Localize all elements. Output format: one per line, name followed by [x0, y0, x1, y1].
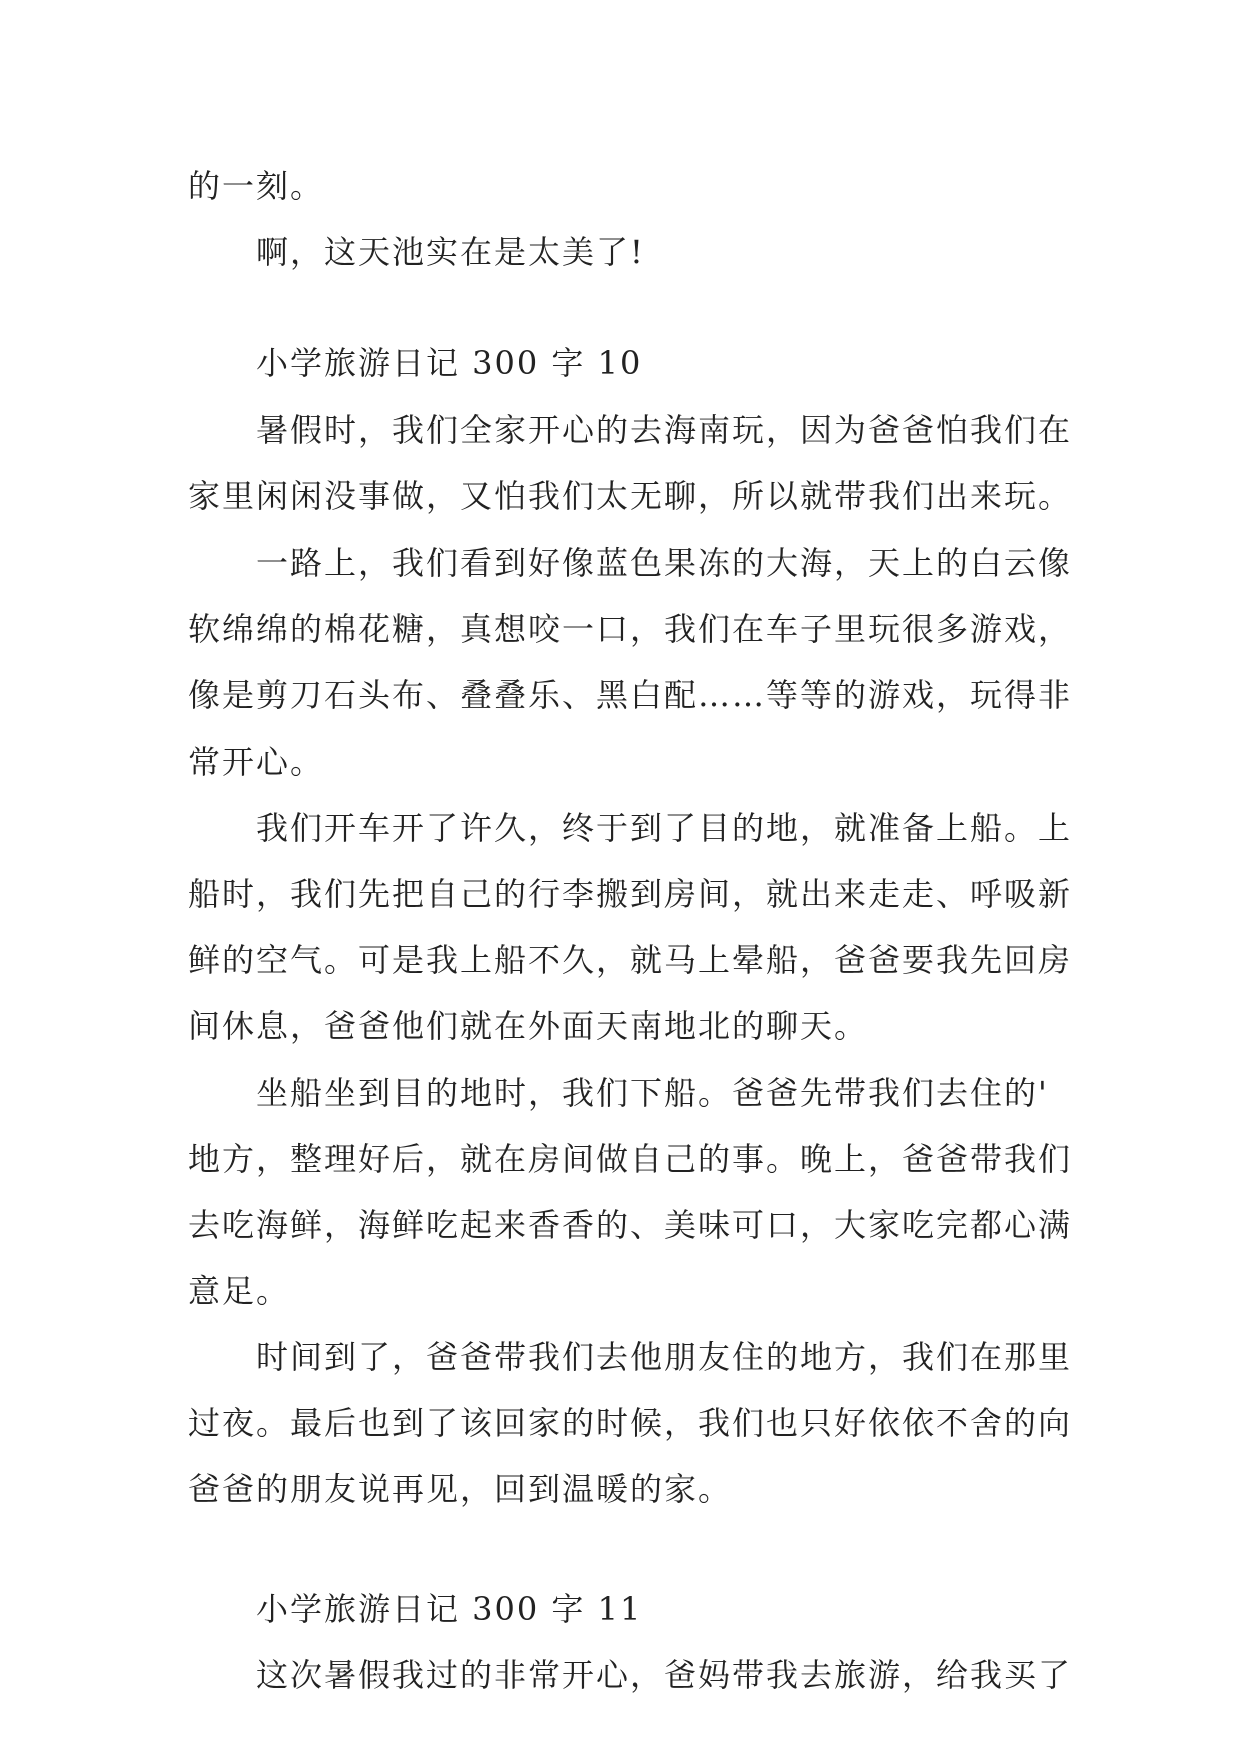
paragraph-line: 常开心。 [188, 743, 325, 781]
paragraph-line: 的一刻。 [188, 167, 325, 205]
paragraph-line: 家里闲闲没事做，又怕我们太无聊，所以就带我们出来玩。 [188, 477, 1073, 515]
paragraph-line: 啊，这天池实在是太美了! [256, 233, 645, 271]
section-heading: 小学旅游日记 300 字 10 [256, 344, 643, 382]
paragraph-line: 像是剪刀石头布、叠叠乐、黑白配……等等的游戏，玩得非 [188, 676, 1073, 714]
paragraph-line: 我们开车开了许久，终于到了目的地，就准备上船。上 [256, 809, 1073, 847]
paragraph-line: 这次暑假我过的非常开心，爸妈带我去旅游，给我买了 [256, 1656, 1073, 1694]
paragraph-line: 鲜的空气。可是我上船不久，就马上晕船，爸爸要我先回房 [188, 941, 1073, 979]
paragraph-line: 暑假时，我们全家开心的去海南玩，因为爸爸怕我们在 [256, 411, 1073, 449]
paragraph-line: 一路上，我们看到好像蓝色果冻的大海，天上的白云像 [256, 544, 1073, 582]
paragraph-line: 意足。 [188, 1272, 291, 1310]
section-heading: 小学旅游日记 300 字 11 [256, 1590, 643, 1628]
paragraph-line: 去吃海鲜，海鲜吃起来香香的、美味可口，大家吃完都心满 [188, 1206, 1073, 1244]
paragraph-line: 爸爸的朋友说再见，回到温暖的家。 [188, 1470, 733, 1508]
paragraph-line: 时间到了，爸爸带我们去他朋友住的地方，我们在那里 [256, 1338, 1073, 1376]
paragraph-line: 间休息，爸爸他们就在外面天南地北的聊天。 [188, 1007, 869, 1045]
paragraph-line: 坐船坐到目的地时，我们下船。爸爸先带我们去住的' [256, 1074, 1049, 1112]
paragraph-line: 船时，我们先把自己的行李搬到房间，就出来走走、呼吸新 [188, 875, 1073, 913]
paragraph-line: 地方，整理好后，就在房间做自己的事。晚上，爸爸带我们 [188, 1140, 1073, 1178]
paragraph-line: 过夜。最后也到了该回家的时候，我们也只好依依不舍的向 [188, 1404, 1073, 1442]
paragraph-line: 软绵绵的棉花糖，真想咬一口，我们在车子里玩很多游戏， [188, 610, 1073, 648]
